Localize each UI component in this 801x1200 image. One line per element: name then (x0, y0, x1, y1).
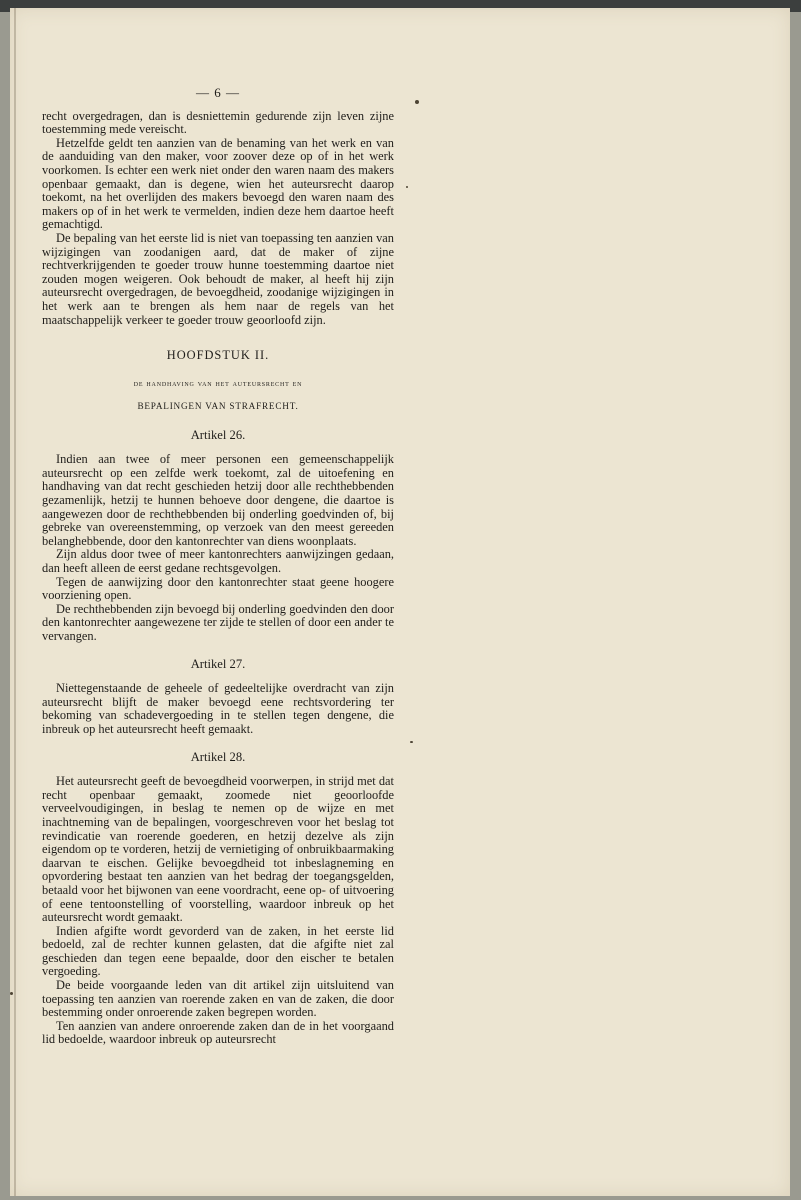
intro-paragraph: recht overgedragen, dan is desniettemin gedurende zijn leven zijne toestemming mede vereischt. (42, 108, 394, 137)
article-paragraph: Indien aan twee of meer personen een gemeenschappelijk auteursrecht op een zelfde werk toekomt, zal de uitoefening en handhaving van dat recht geschieden hetzij door alle rechthebbenden gezamenlijk, hetzij te hunnen behoeve door dengene, die daartoe is aangewezen door de rechthebbenden bij onderling goedvinden of, bij gebreke van overeenstemming, op verzoek van den meest gereeden belanghebbende, door den kantonrechter van diens woonplaats. (42, 452, 394, 548)
page-text (42, 86, 394, 1047)
article-heading: Artikel 26. (190, 427, 246, 442)
article-paragraph: De rechthebbenden zijn bevoegd bij onderling goedvinden den door den kantonrechter aangewezene ter zijde te stellen of door een ander te vervangen. (42, 601, 394, 643)
ink-speck (406, 186, 408, 188)
article-paragraph: Indien afgifte wordt gevorderd van de zaken, in het eerste lid bedoeld, zal de rechter kunnen gelasten, dat die afgifte niet zal geschieden dan tegen eene bepaalde, door den eischer te betalen vergoeding. (42, 923, 394, 979)
ink-speck (410, 741, 413, 743)
article-paragraph: Zijn aldus door twee of meer kantonrechters aanwijzingen gedaan, dan heeft alleen de eerst gedane rechtsgevolgen. (42, 547, 394, 576)
page-number: — 6 — (196, 85, 240, 100)
ink-speck (10, 992, 13, 995)
article-heading: Artikel 27. (190, 656, 246, 671)
intro-paragraph: De bepaling van het eerste lid is niet van toepassing ten aanzien van wijzigingen van zoodanigen aard, dat de maker of zijne rechtverkrijgenden te goeder trouw hunne toestemming daartoe niet zouden mogen weigeren. Ook behoudt de maker, al heeft hij zijn auteursrecht overgedragen, de bevoegdheid, zoodanige wijzigingen in het werk aan te brengen als hem naar de regels van het maatschappelijk verkeer te goeder trouw geoorloofd zijn. (42, 230, 394, 327)
article-heading: Artikel 28. (190, 749, 246, 764)
article-paragraph: Het auteursrecht geeft de bevoegdheid voorwerpen, in strijd met dat recht openbaar gemaakt, zoomede niet geoorloofde verveelvoudigingen, in beslag te nemen op de wijze en met inachtneming van de bepalingen, voorgeschreven voor het beslag tot revindicatie van roerende goederen, en hetzij dezelve als zijn eigendom op te vorderen, hetzij de vernietiging of onbruikbaarmaking daarvan te eischen. Gelijke bevoegdheid tot inbeslagneming en opvordering bestaat ten aanzien van het bedrag der toegangsgelden, betaald voor het bijwonen van eene voordracht, eene op- of uitvoering of eene tentoonstelling of voorstelling, waardoor inbreuk op het auteursrecht wordt gemaakt. (42, 774, 394, 925)
article-paragraph: De beide voorgaande leden van dit artikel zijn uitsluitend van toepassing ten aanzien van roerende zaken en van de zaken, die door bestemming onder onroerende zaken begrepen worden. (42, 978, 394, 1020)
chapter-subtitle-text: BEPALINGEN VAN STRAFRECHT. (137, 400, 299, 411)
chapter-subtitle-line-1 (42, 377, 394, 390)
article-paragraph: Tegen de aanwijzing door den kantonrechter staat geene hoogere voorziening open. (42, 574, 394, 603)
article-paragraph: Niettegenstaande de geheele of gedeeltelijke overdracht van zijn auteursrecht blijft de maker bevoegd eene rechtsvordering ter bekoming van schadevergoeding in te stellen tegen dengene, die inbreuk op het auteursrecht heeft gemaakt. (42, 681, 394, 736)
chapter-subtitle-text: de handhaving van het auteursrecht en (133, 377, 303, 388)
chapter-subtitle-line-2 (42, 400, 394, 413)
article-paragraph: Ten aanzien van andere onroerende zaken dan de in het voorgaand lid bedoelde, waardoor inbreuk op auteursrecht (42, 1018, 394, 1047)
page-edge-shadow (14, 8, 16, 1196)
ink-speck (415, 100, 419, 104)
intro-paragraph: Hetzelfde geldt ten aanzien van de benaming van het werk en van de aanduiding van den maker, voor zoover deze op of in het werk voorkomen. Is echter een werk niet onder den waren naam des makers openbaar gemaakt, dan is degene, wien het auteursrecht daarop toekomt, na het overlijden des makers bevoegd den waren naam des makers op of in het werk te vermelden, indien deze hem daartoe heeft gemachtigd. (42, 135, 394, 232)
chapter-heading: HOOFDSTUK II. (166, 348, 270, 363)
